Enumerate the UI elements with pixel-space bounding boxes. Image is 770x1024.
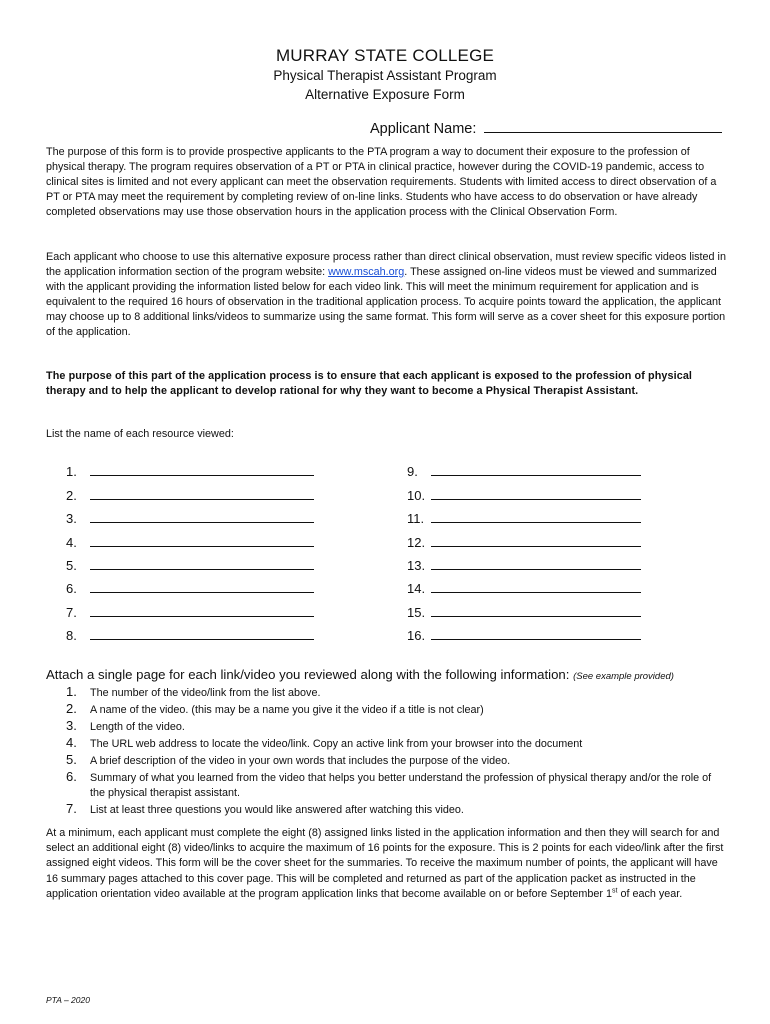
resource-number: 11. (407, 511, 425, 527)
purpose-paragraph: The purpose of this part of the application process is to ensure that each applicant is exposed to the profession of physical therapy and to help the applicant to develop rational for why they want to become a Physical Therapist Assistant. (46, 370, 693, 397)
resource-blank[interactable] (90, 512, 314, 523)
resource-entry (66, 479, 314, 502)
college-title: MURRAY STATE COLLEGE (275, 46, 495, 65)
resource-entry (407, 596, 641, 619)
minimum-requirements-text: At a minimum, each applicant must complete the eight (8) assigned links listed in the application information and then they will search for and select an additional eight (8) video/links to acquire the maximum of 16 points for the exposure. This is 2 points for each video/link after the first assigned eight videos. This form will be the cover sheet for the summaries. To receive the maximum number of points, the applicant will have 16 summary pages attached to this cover page. This will be completed and returned as part of the application packet as instructed in the application orientation video available at the program application links that become available on or before September 1 (46, 827, 724, 900)
instructions-text-end: . These assigned on-line videos must be viewed and summarized with the applicant providing the information listed below for each video link. This will meet the minimum requirement for application and is equivalent to the required 16 hours of observation in the traditional application process. To acquire points toward the application, the applicant may choose up to 8 additional links/videos to summarize using the same format. This form will serve as a cover sheet for this exposure portion of the application. (46, 266, 726, 338)
resource-entry (407, 550, 641, 573)
resource-number: 5. (66, 557, 77, 573)
resource-entry (407, 456, 641, 479)
resource-entry (66, 503, 314, 526)
ordinal-suffix: st (612, 887, 618, 895)
minimum-requirements-paragraph (46, 826, 726, 902)
instructions-text-start: Each applicant who choose to use this alternative exposure process rather than direct clinical observation, must review specific videos listed in the application information section of the program website: (46, 251, 726, 278)
resource-blank[interactable] (90, 465, 314, 476)
applicant-name-field[interactable] (484, 118, 722, 133)
resource-number: 1. (66, 464, 77, 480)
resource-blank[interactable] (90, 559, 314, 570)
resource-blank[interactable] (90, 582, 314, 593)
resource-blank[interactable] (90, 489, 314, 500)
resource-number: 12. (407, 534, 426, 550)
list-item-number: 1. (66, 684, 77, 699)
list-item (66, 702, 726, 718)
resource-entry (407, 526, 641, 549)
resource-list-label: List the name of each resource viewed: (46, 428, 234, 440)
list-item-text: Summary of what you learned from the video that helps you better understand the profession of physical therapy and/or the role of the physical therapist assistant. (90, 772, 712, 799)
list-item-text: The number of the video/link from the list above. (90, 687, 321, 699)
resource-number: 13. (407, 557, 426, 573)
resource-entry (407, 573, 641, 596)
program-website-link[interactable]: www.mscah.org (328, 266, 405, 278)
list-item-number: 3. (66, 718, 77, 734)
applicant-name-label: Applicant Name: (370, 121, 477, 137)
resource-blank[interactable] (90, 536, 314, 547)
form-subtitle: Alternative Exposure Form (305, 87, 465, 102)
resource-list-right (407, 456, 641, 643)
required-info-list (66, 685, 726, 819)
list-item-text: List at least three questions you would like answered after watching this video. (90, 804, 464, 817)
resource-blank[interactable] (431, 465, 641, 476)
resource-number: 2. (66, 487, 77, 503)
resource-blank[interactable] (90, 629, 314, 640)
resource-number: 3. (66, 511, 77, 527)
list-item-number: 2. (66, 701, 77, 717)
resource-number: 10. (407, 487, 426, 503)
minimum-requirements-text-end: of each year. (617, 887, 683, 900)
list-item-number: 7. (66, 801, 77, 817)
resource-blank[interactable] (431, 582, 641, 593)
resource-entry (407, 479, 641, 502)
resource-number: 15. (407, 604, 426, 620)
list-item (66, 802, 726, 818)
list-item (66, 753, 726, 769)
resource-list-left (66, 456, 314, 643)
list-item-text: Length of the video. (90, 721, 185, 734)
attach-heading (46, 667, 674, 682)
resource-number: 9. (407, 464, 418, 480)
list-item-number: 6. (66, 769, 77, 785)
program-subtitle: Physical Therapist Assistant Program (273, 68, 497, 83)
page-footer: PTA – 2020 (46, 995, 90, 1005)
resource-number: 7. (66, 604, 77, 620)
resource-number: 14. (407, 581, 426, 597)
intro-paragraph: The purpose of this form is to provide prospective applicants to the PTA program a way to document their exposure to the profession of physical therapy. The program requires observation of a PT or PTA in clinical practice, however during the COVID-19 pandemic, access to clinical sites is limited and not every applicant can meet the observation requirements. Students with limited access to direct observation of a PT or PTA may meet the requirement by completing review of on-line links. Students who have access to do observation or have already completed observations may use those observation hours in the application process with the Clinical Observation Form. (46, 146, 717, 218)
resource-entry (407, 620, 641, 643)
resource-entry (66, 456, 314, 479)
resource-entry (66, 573, 314, 596)
resource-blank[interactable] (431, 512, 641, 523)
resource-entry (66, 620, 314, 643)
resource-blank[interactable] (431, 559, 641, 570)
attach-note: (See example provided) (573, 671, 674, 682)
resource-entry (66, 550, 314, 573)
attach-heading-text: Attach a single page for each link/video you reviewed along with the following information: (46, 667, 574, 682)
resource-number: 4. (66, 534, 77, 550)
list-item (66, 719, 726, 735)
resource-blank[interactable] (431, 629, 641, 640)
list-item (66, 685, 726, 701)
list-item-number: 5. (66, 752, 77, 768)
resource-entry (66, 526, 314, 549)
list-item-text: A name of the video. (this may be a name you give it the video if a title is not clear) (90, 704, 484, 717)
resource-number: 8. (66, 628, 77, 644)
resource-blank[interactable] (90, 606, 314, 617)
resource-entry (66, 596, 314, 619)
list-item-text: The URL web address to locate the video/link. Copy an active link from your browser into the document (90, 738, 583, 751)
resource-blank[interactable] (431, 536, 641, 547)
list-item (66, 736, 726, 752)
list-item-number: 4. (66, 735, 77, 751)
list-item-text: A brief description of the video in your own words that includes the purpose of the video. (90, 755, 511, 768)
list-item (66, 770, 726, 800)
instructions-paragraph (46, 250, 726, 340)
resource-blank[interactable] (431, 489, 641, 500)
resource-number: 16. (407, 628, 426, 644)
resource-number: 6. (66, 581, 77, 597)
resource-entry (407, 503, 641, 526)
resource-blank[interactable] (431, 606, 641, 617)
applicant-name-row (370, 118, 722, 137)
